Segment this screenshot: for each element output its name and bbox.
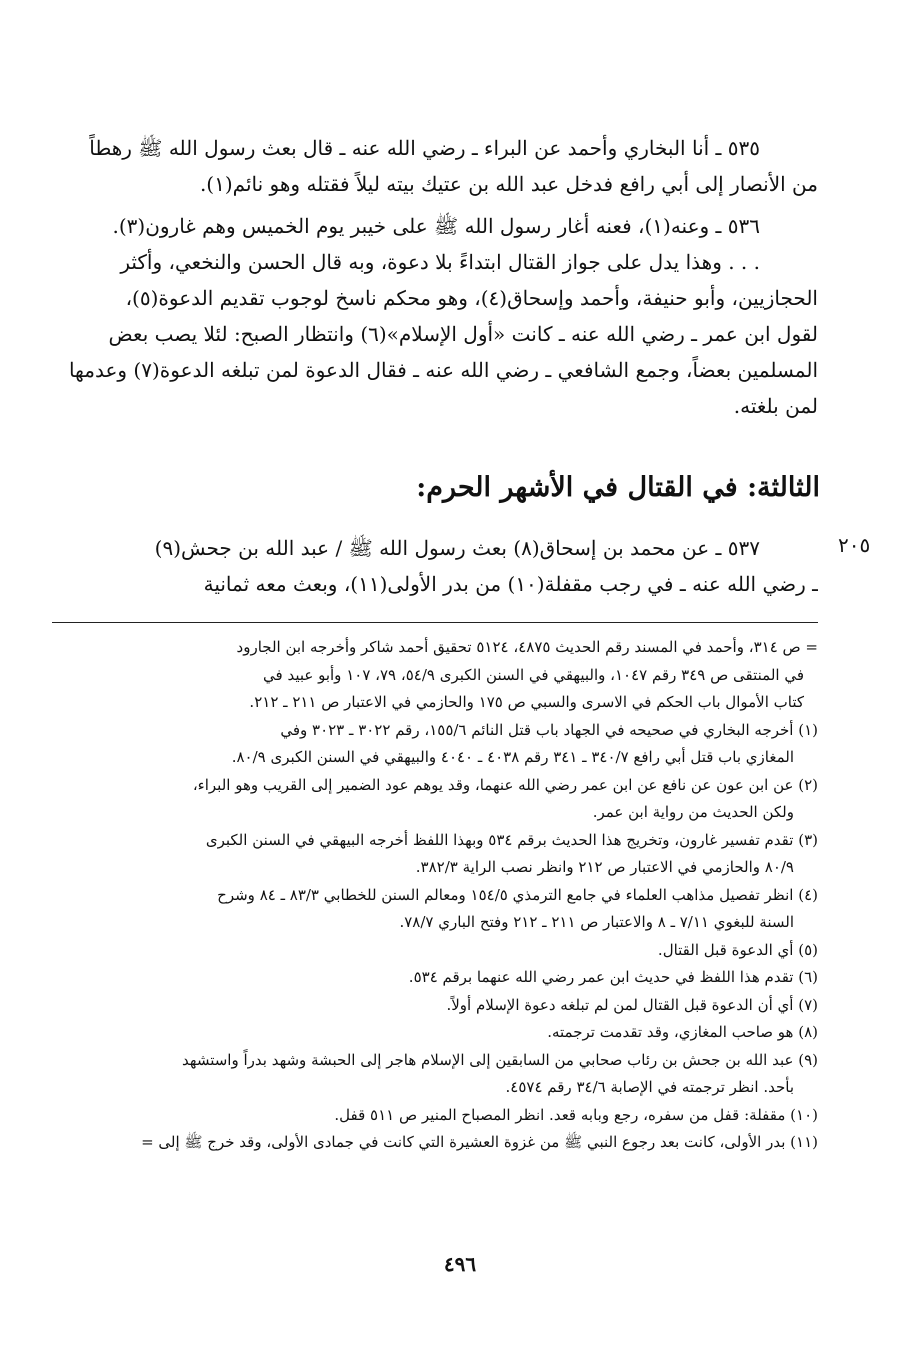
hadith-537-line: ـ رضي الله عنه ـ في رجب مقفلة(١٠) من بدر الأولى(١١)، وبعث معه ثمانية: [203, 572, 818, 596]
footnote-divider: [52, 622, 818, 623]
main-line: ٥٣٦ ـ وعنه(١)، فعنه أغار رسول الله ﷺ على خيبر يوم الخميس وهم غارون(٣).: [112, 214, 760, 238]
hadith-537: [52, 530, 818, 602]
footnote-line: (٢) عن ابن عون عن نافع عن ابن عمر رضي الله عنهما، وقد يوهم عود الضمير إلى القريب وهو البراء،: [192, 775, 818, 794]
footnote-5: [52, 937, 818, 965]
footnote-line: (٩) عبد الله بن جحش بن رئاب صحابي من السابقين إلى الإسلام هاجر إلى الحبشة وشهد بدراً واستشهد: [182, 1050, 818, 1069]
footnote-line: كتاب الأموال باب الحكم في الاسرى والسبي ص ١٧٥ والحازمي في الاعتبار ص ٢١١ ـ ٢١٢.: [249, 693, 804, 711]
footnote-continued: [52, 634, 818, 717]
footnote-line: (٣) تقدم تفسير غارون، وتخريج هذا الحديث برقم ٥٣٤ وبهذا اللفظ أخرجه البيهقي في السنن الكبرى: [205, 830, 818, 849]
footnote-7: [52, 992, 818, 1020]
footnote-line: في المنتقى ص ٣٤٩ رقم ١٠٤٧، والبيهقي في السنن الكبرى ٥٤/٩، ٧٩، ١٠٧ وأبو عبيد في: [263, 665, 804, 684]
main-line: من الأنصار إلى أبي رافع فدخل عبد الله بن عتيك بيته ليلاً فقتله وهو نائم(١).: [199, 172, 818, 196]
main-line: لمن بلغته.: [733, 394, 818, 418]
main-line: لقول ابن عمر ـ رضي الله عنه ـ كانت «أول الإسلام»(٦) وانتظار الصبح: لئلا يصب بعض: [108, 322, 818, 346]
main-line: المسلمين بعضاً، وجمع الشافعي ـ رضي الله عنه ـ فقال الدعوة لمن تبلغه الدعوة(٧) وعدمها: [68, 358, 818, 382]
margin-page-reference: ٢٠٥: [838, 533, 871, 557]
footnote-line: (٨) هو صاحب المغازي، وقد تقدمت ترجمته.: [547, 1023, 818, 1041]
footnotes: [52, 634, 818, 1157]
footnote-line: (٥) أي الدعوة قبل القتال.: [657, 940, 818, 959]
footnote-8: [52, 1019, 818, 1047]
main-line: الحجازيين، وأبو حنيفة، وأحمد وإسحاق(٤)، وهو محكم ناسخ لوجوب تقديم الدعوة(٥)،: [125, 286, 818, 310]
main-line: ٥٣٥ ـ أنا البخاري وأحمد عن البراء ـ رضي الله عنه ـ قال بعث رسول الله ﷺ رهطاً: [89, 136, 760, 160]
footnote-line: = ص ٣١٤، وأحمد في المسند رقم الحديث ٤٨٧٥، ٥١٢٤ تحقيق أحمد شاكر وأخرجه ابن الجارود: [236, 638, 818, 656]
footnote-line: (٦) تقدم هذا اللفظ في حديث ابن عمر رضي الله عنهما برقم ٥٣٤.: [408, 968, 818, 986]
footnote-line: بأحد. انظر ترجمته في الإصابة ٣٤/٦ رقم ٤٥٧٤.: [505, 1078, 794, 1096]
footnote-line: (٧) أي أن الدعوة قبل القتال لمن لم تبلغه دعوة الإسلام أولاً.: [446, 995, 818, 1014]
footnote-6: [52, 964, 818, 992]
footnote-line: (١) أخرجه البخاري في صحيحه في الجهاد باب قتل النائم ١٥٥/٦، رقم ٣٠٢٢ ـ ٣٠٢٣ وفي: [280, 720, 818, 739]
footnote-11: [52, 1129, 818, 1157]
footnote-9: [52, 1047, 818, 1102]
footnote-10: [52, 1102, 818, 1130]
main-text: [52, 130, 818, 424]
footnote-2: [52, 772, 818, 827]
footnote-line: المغازي باب قتل أبي رافع ٣٤٠/٧ ـ ٣٤١ رقم ٤٠٣٨ ـ ٤٠٤٠ والبيهقي في السنن الكبرى ٨٠/٩.: [231, 748, 794, 766]
footnote-line: (١١) بدر الأولى، كانت بعد رجوع النبي ﷺ من غزوة العشيرة التي كانت في جمادى الأولى، وقد خرج ﷺ إلى =: [141, 1133, 818, 1151]
main-line: . . . وهذا يدل على جواز القتال ابتداءً بلا دعوة، وبه قال الحسن والنخعي، وأكثر: [120, 250, 760, 274]
footnote-line: ٨٠/٩ والحازمي في الاعتبار ص ٢١٢ وانظر نصب الراية ٣٨٢/٣.: [415, 858, 794, 876]
footnote-1: [52, 717, 818, 772]
footnote-line: ولكن الحديث من رواية ابن عمر.: [592, 803, 794, 821]
footnote-3: [52, 827, 818, 882]
footnote-line: السنة للبغوي ٧/١١ ـ ٨ والاعتبار ص ٢١١ ـ ٢١٢ وفتح الباري ٧٨/٧.: [399, 913, 794, 931]
page-number: ٤٩٦: [443, 1252, 477, 1276]
footnote-line: (٤) انظر تفصيل مذاهب العلماء في جامع الترمذي ١٥٤/٥ ومعالم السنن للخطابي ٨٣/٣ ـ ٨٤ وشرح: [217, 885, 818, 904]
hadith-537-line: ٥٣٧ ـ عن محمد بن إسحاق(٨) بعث رسول الله ﷺ / عبد الله بن جحش(٩): [154, 536, 760, 560]
footnote-line: (١٠) مقفلة: قفل من سفره، رجع وبابه قعد. انظر المصباح المنير ص ٥١١ قفل.: [334, 1105, 818, 1124]
footnote-4: [52, 882, 818, 937]
section-heading: الثالثة: في القتال في الأشهر الحرم:: [416, 472, 820, 503]
